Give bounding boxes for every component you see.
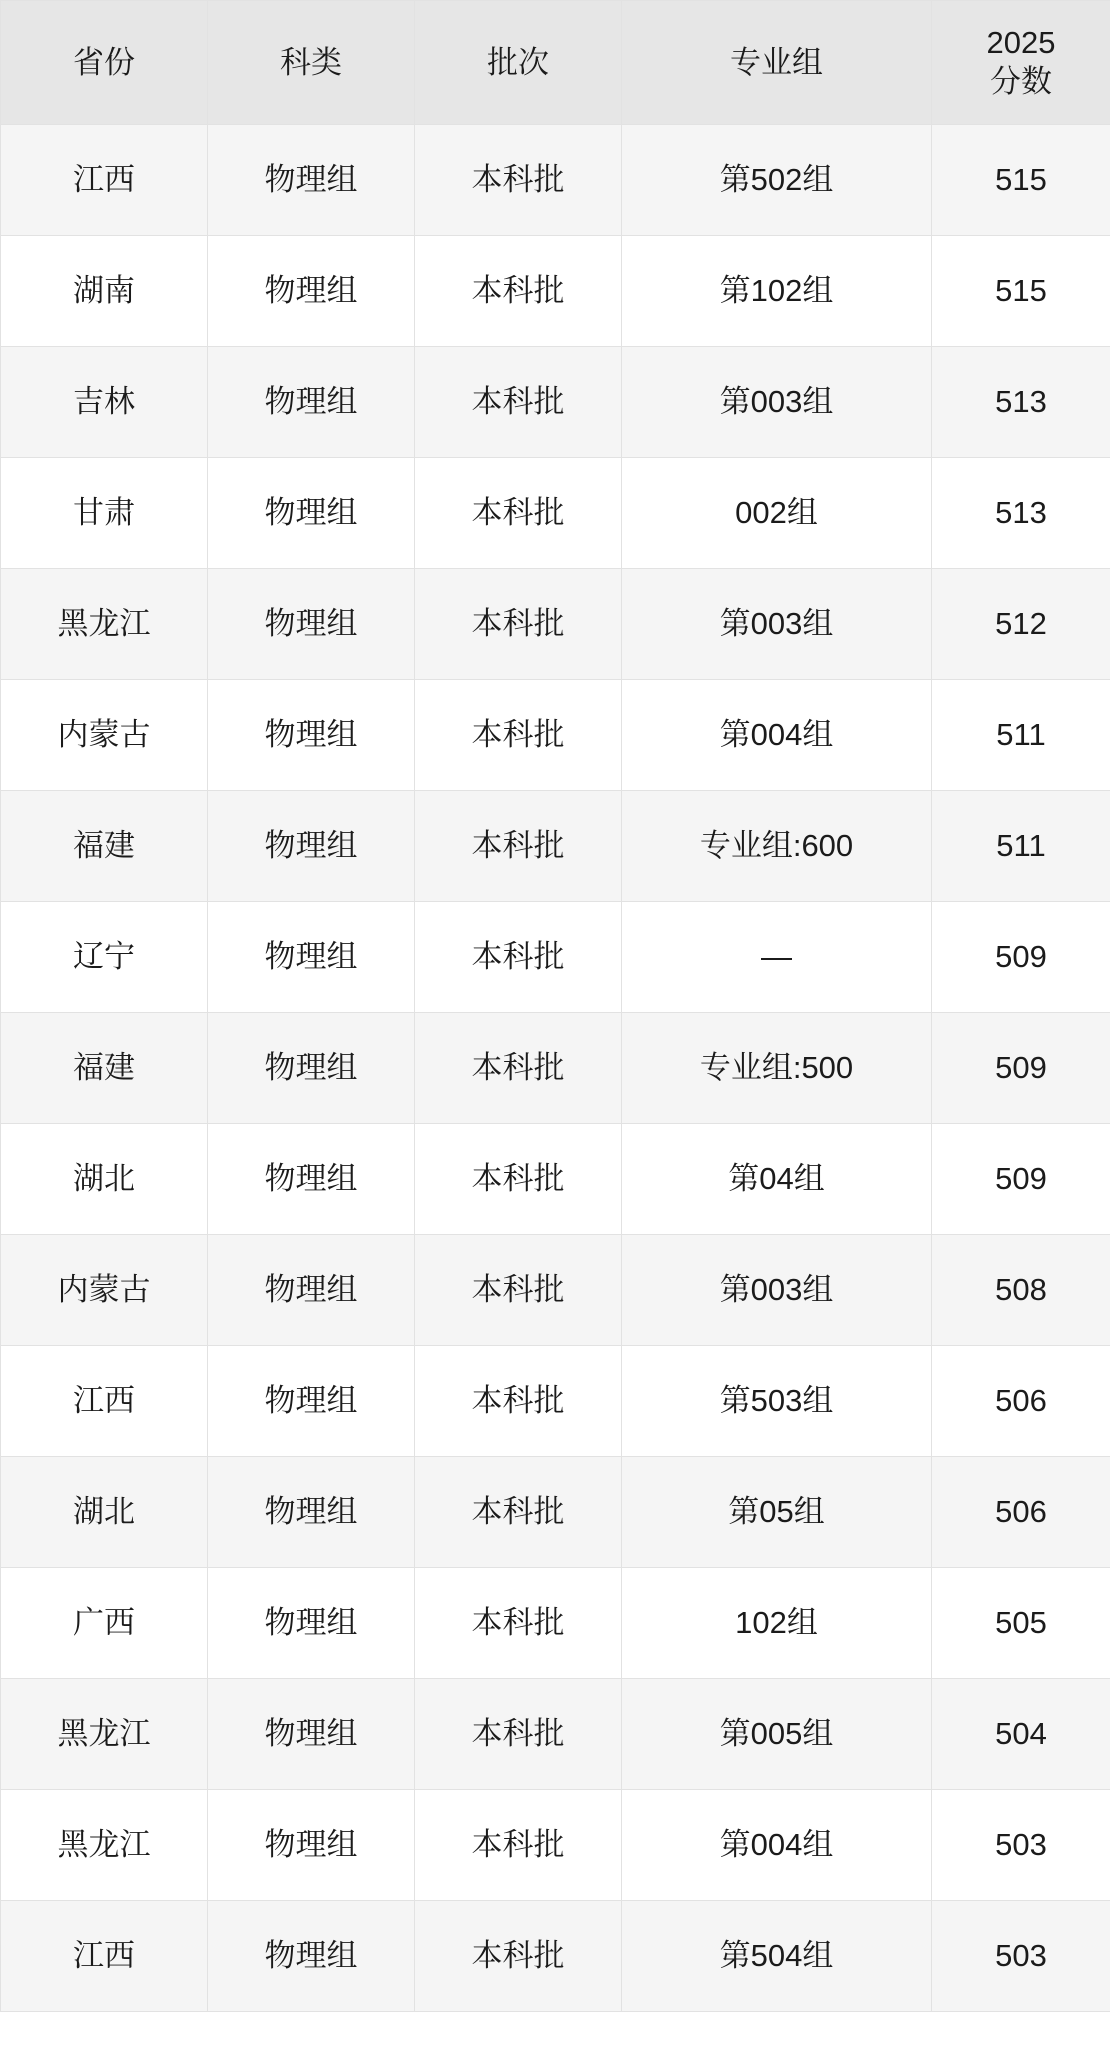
table-row [1,1457,1110,1568]
cell-score: 503 [932,1790,1110,1901]
cell-category: 物理组 [208,1013,415,1124]
cell-category: 物理组 [208,236,415,347]
cell-group: 第003组 [622,347,932,458]
cell-batch: 本科批 [415,1346,622,1457]
cell-category: 物理组 [208,569,415,680]
cell-score: 509 [932,902,1110,1013]
cell-score: 512 [932,569,1110,680]
cell-province: 福建 [1,1013,208,1124]
cell-province: 江西 [1,125,208,236]
table-row [1,1679,1110,1790]
cell-group: 第004组 [622,680,932,791]
cell-batch: 本科批 [415,569,622,680]
column-header-province: 省份 [1,1,208,125]
column-header-score-year: 2025 [986,24,1056,60]
cell-province: 江西 [1,1901,208,2012]
table-row [1,236,1110,347]
cell-batch: 本科批 [415,1013,622,1124]
cell-group: 第004组 [622,1790,932,1901]
cell-group: 102组 [622,1568,932,1679]
cell-batch: 本科批 [415,791,622,902]
cell-batch: 本科批 [415,1790,622,1901]
table-row [1,347,1110,458]
table-body [1,125,1110,2012]
cell-score: 511 [932,680,1110,791]
cell-province: 广西 [1,1568,208,1679]
cell-group: 第005组 [622,1679,932,1790]
cell-group: 第003组 [622,569,932,680]
cell-province: 内蒙古 [1,680,208,791]
cell-batch: 本科批 [415,1901,622,2012]
cell-province: 甘肃 [1,458,208,569]
table-header [1,1,1110,125]
cell-category: 物理组 [208,1901,415,2012]
column-header-batch: 批次 [415,1,622,125]
cell-group: 002组 [622,458,932,569]
cell-batch: 本科批 [415,458,622,569]
cell-category: 物理组 [208,791,415,902]
column-header-score [932,1,1110,125]
column-header-score-label: 分数 [990,63,1052,99]
cell-score: 515 [932,125,1110,236]
cell-score: 513 [932,458,1110,569]
cell-group: 第05组 [622,1457,932,1568]
cell-score: 506 [932,1457,1110,1568]
cell-score: 509 [932,1124,1110,1235]
cell-province: 黑龙江 [1,1790,208,1901]
cell-score: 504 [932,1679,1110,1790]
cell-group: 专业组:500 [622,1013,932,1124]
cell-batch: 本科批 [415,1124,622,1235]
cell-province: 湖北 [1,1124,208,1235]
cell-category: 物理组 [208,1679,415,1790]
table-row [1,125,1110,236]
cell-batch: 本科批 [415,347,622,458]
cell-group: — [622,902,932,1013]
cell-province: 辽宁 [1,902,208,1013]
table-row [1,458,1110,569]
cell-score: 515 [932,236,1110,347]
cell-batch: 本科批 [415,680,622,791]
table-row [1,1013,1110,1124]
table-row [1,902,1110,1013]
cell-group: 第003组 [622,1235,932,1346]
cell-group: 第102组 [622,236,932,347]
cell-batch: 本科批 [415,902,622,1013]
table-row [1,1790,1110,1901]
cell-score: 503 [932,1901,1110,2012]
table-row [1,1901,1110,2012]
cell-score: 506 [932,1346,1110,1457]
cell-score: 505 [932,1568,1110,1679]
cell-category: 物理组 [208,1568,415,1679]
cell-group: 专业组:600 [622,791,932,902]
table-row [1,1124,1110,1235]
cell-group: 第503组 [622,1346,932,1457]
cell-category: 物理组 [208,1790,415,1901]
cell-batch: 本科批 [415,125,622,236]
cell-province: 内蒙古 [1,1235,208,1346]
cell-group: 第504组 [622,1901,932,2012]
cell-score: 509 [932,1013,1110,1124]
cell-group: 第502组 [622,125,932,236]
cell-batch: 本科批 [415,1679,622,1790]
table-row [1,680,1110,791]
cell-province: 黑龙江 [1,569,208,680]
cell-score: 508 [932,1235,1110,1346]
cell-province: 福建 [1,791,208,902]
cell-group: 第04组 [622,1124,932,1235]
table-row [1,1568,1110,1679]
cell-category: 物理组 [208,458,415,569]
table-row [1,1346,1110,1457]
cell-score: 513 [932,347,1110,458]
cell-score: 511 [932,791,1110,902]
cell-province: 吉林 [1,347,208,458]
column-header-category: 科类 [208,1,415,125]
cell-category: 物理组 [208,680,415,791]
cell-batch: 本科批 [415,1457,622,1568]
cell-province: 湖南 [1,236,208,347]
cell-province: 江西 [1,1346,208,1457]
cell-category: 物理组 [208,1346,415,1457]
cell-batch: 本科批 [415,1568,622,1679]
cell-province: 湖北 [1,1457,208,1568]
table-header-row [1,1,1110,125]
cell-province: 黑龙江 [1,1679,208,1790]
cell-category: 物理组 [208,347,415,458]
cell-batch: 本科批 [415,236,622,347]
table-row [1,791,1110,902]
cell-category: 物理组 [208,1457,415,1568]
cell-batch: 本科批 [415,1235,622,1346]
column-header-group: 专业组 [622,1,932,125]
cell-category: 物理组 [208,902,415,1013]
table-row [1,1235,1110,1346]
cell-category: 物理组 [208,125,415,236]
cell-category: 物理组 [208,1235,415,1346]
cell-category: 物理组 [208,1124,415,1235]
table-row [1,569,1110,680]
